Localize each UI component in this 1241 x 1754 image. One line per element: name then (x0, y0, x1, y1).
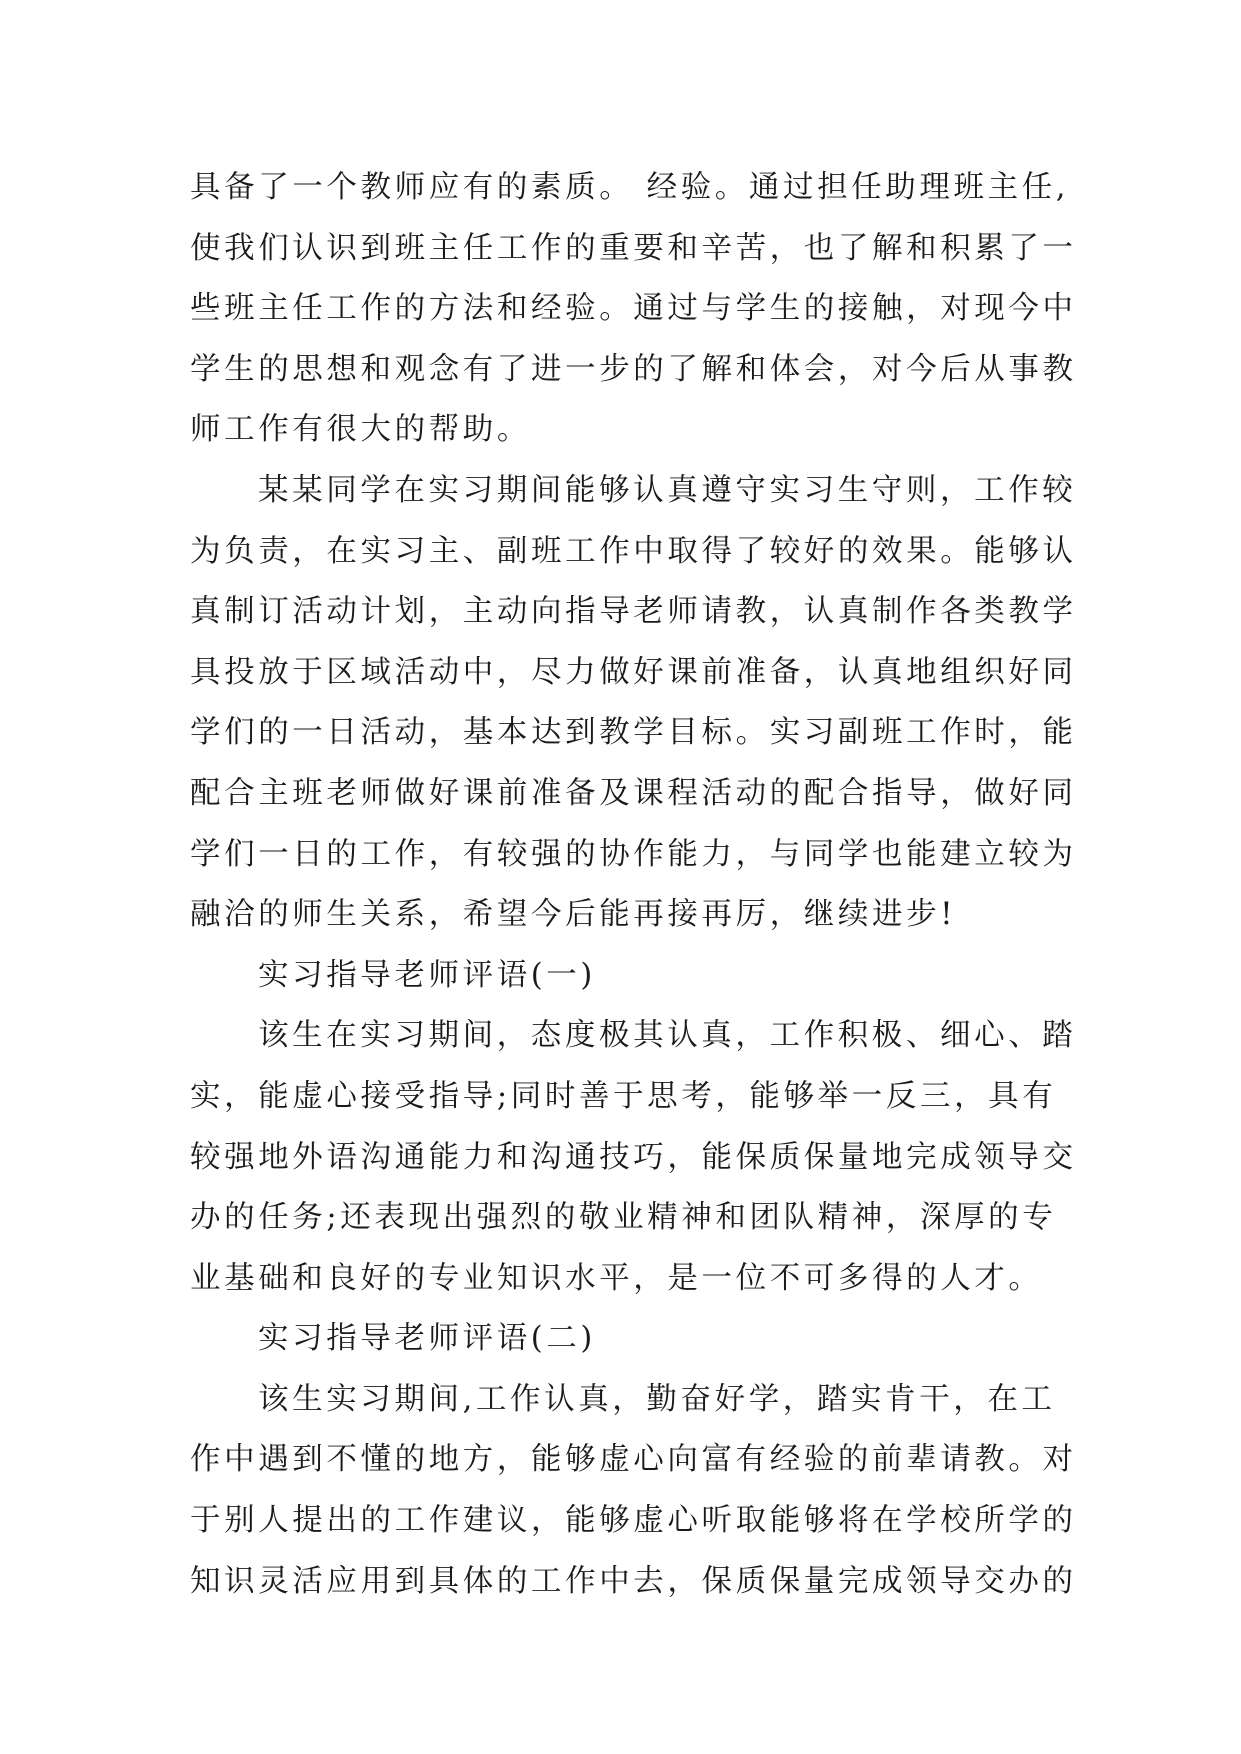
text-line: 于别人提出的工作建议，能够虚心听取能够将在学校所学的 (190, 1503, 1077, 1539)
text-line: 师工作有很大的帮助。 (190, 412, 531, 448)
text-line: 较强地外语沟通能力和沟通技巧，能保质保量地完成领导交 (190, 1139, 1077, 1175)
text-line: 使我们认识到班主任工作的重要和辛苦，也了解和积累了一 (190, 230, 1077, 266)
text-line: 实，能虚心接受指导;同时善于思考，能够举一反三，具有 (190, 1078, 1057, 1114)
text-line: 配合主班老师做好课前准备及课程活动的配合指导，做好同 (190, 775, 1077, 811)
paragraph-intro-continuation (190, 158, 1077, 461)
text-line: 具投放于区域活动中，尽力做好课前准备，认真地组织好同 (190, 654, 1077, 690)
text-line: 为负责，在实习主、副班工作中取得了较好的效果。能够认 (190, 533, 1077, 569)
paragraph-evaluation-student (190, 461, 1077, 946)
text-line: 融洽的师生关系，希望今后能再接再厉，继续进步! (190, 897, 957, 933)
section-heading-2 (190, 1309, 1050, 1370)
text-line: 学生的思想和观念有了进一步的了解和体会，对今后从事教 (190, 351, 1077, 387)
section-heading-1 (190, 946, 1050, 1007)
text-line: 些班主任工作的方法和经验。通过与学生的接触，对现今中 (190, 291, 1077, 327)
text-line: 知识灵活应用到具体的工作中去，保质保量完成领导交办的 (190, 1563, 1077, 1599)
text-line: 真制订活动计划，主动向指导老师请教，认真制作各类教学 (190, 594, 1077, 630)
text-line: 学们的一日活动，基本达到教学目标。实习副班工作时，能 (190, 715, 1077, 751)
text-line: 该生在实习期间，态度极其认真，工作积极、细心、踏 (258, 1018, 1077, 1054)
text-line: 具备了一个教师应有的素质。 经验。通过担任助理班主任, (190, 170, 1070, 205)
paragraph-evaluation-1 (190, 1006, 1077, 1309)
text-line: 业基础和良好的专业知识水平，是一位不可多得的人才。 (190, 1260, 1043, 1296)
text-line: 该生实习期间,工作认真，勤奋好学，踏实肯干，在工 (258, 1381, 1056, 1417)
document-body (190, 158, 1077, 1612)
text-line: 学们一日的工作，有较强的协作能力，与同学也能建立较为 (190, 836, 1077, 872)
text-line: 办的任务;还表现出强烈的敬业精神和团队精神，深厚的专 (190, 1200, 1057, 1236)
heading-text: 实习指导老师评语(二) (258, 1321, 596, 1357)
text-line: 作中遇到不懂的地方，能够虚心向富有经验的前辈请教。对 (190, 1442, 1077, 1478)
paragraph-evaluation-2 (190, 1370, 1077, 1612)
text-line: 某某同学在实习期间能够认真遵守实习生守则，工作较 (258, 472, 1077, 508)
heading-text: 实习指导老师评语(一) (258, 957, 596, 993)
